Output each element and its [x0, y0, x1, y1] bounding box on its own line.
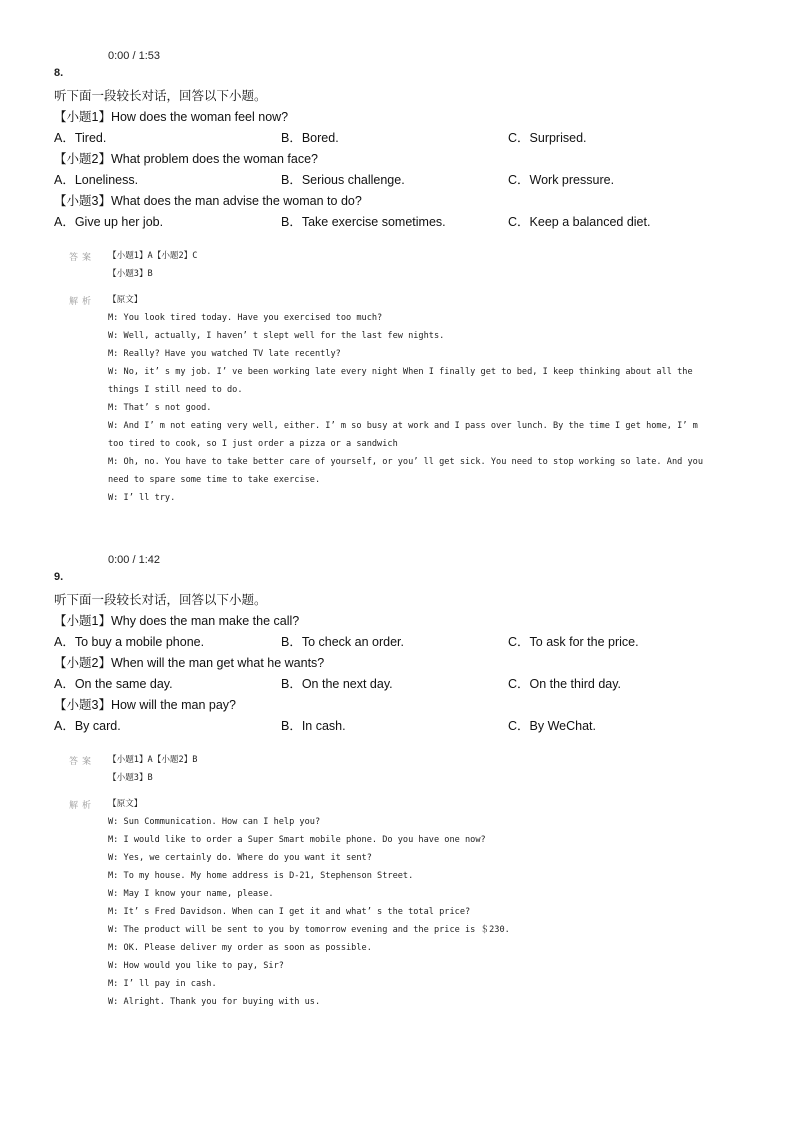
answer-block: [108, 247, 197, 283]
answer-line: 【小题3】B: [108, 269, 153, 279]
option-a: A．To buy a mobile phone.: [54, 635, 205, 649]
question-number: 9.: [54, 571, 64, 583]
option-a: A．Give up her job.: [54, 215, 164, 229]
answer-line: 【小题1】A【小题2】B: [108, 755, 198, 765]
transcript-line: W: Sun Communication. How can I help you?: [108, 817, 321, 827]
question-number: 8.: [54, 67, 64, 79]
transcript-line: M: That’ s not good.: [108, 403, 212, 413]
analysis-label: 解析: [69, 296, 96, 306]
answer-line: 【小题1】A【小题2】C: [108, 251, 198, 261]
option-b: B．In cash.: [281, 719, 346, 733]
transcript-line: W: How would you like to pay, Sir?: [108, 961, 284, 971]
audio-player-time[interactable]: 0:00 / 1:42: [108, 554, 160, 566]
transcript-line: M: To my house. My home address is D-21, Stephenson Street.: [108, 871, 414, 881]
transcript-line: M: I’ ll pay in cash.: [108, 979, 217, 989]
option-b: B．To check an order.: [281, 635, 404, 649]
option-c: C．Keep a balanced diet.: [508, 215, 651, 229]
sub-question-1: 【小题1】How does the woman feel now?: [54, 110, 289, 124]
transcript: [108, 291, 718, 507]
option-c: C．Surprised.: [508, 131, 587, 145]
transcript-line: M: I would like to order a Super Smart mobile phone. Do you have one now?: [108, 835, 486, 845]
transcript-line: M: Oh, no. You have to take better care of yourself, or you’ ll get sick. You need to stop working so late. And you need to spare some time to take exercise.: [108, 457, 703, 485]
transcript-line: W: Well, actually, I haven’ t slept well for the last few nights.: [108, 331, 445, 341]
answer-label: 答案: [69, 252, 96, 262]
analysis-label: 解析: [69, 800, 96, 810]
option-a: A．Loneliness.: [54, 173, 139, 187]
sub-question-1: 【小题1】Why does the man make the call?: [54, 614, 300, 628]
transcript-line: W: Yes, we certainly do. Where do you want it sent?: [108, 853, 372, 863]
sub-question-2: 【小题2】What problem does the woman face?: [54, 152, 319, 166]
audio-player-time[interactable]: 0:00 / 1:53: [108, 50, 160, 62]
transcript-header: 【原文】: [108, 799, 143, 809]
option-b: B．Serious challenge.: [281, 173, 405, 187]
option-c: C．To ask for the price.: [508, 635, 639, 649]
option-b: B．Bored.: [281, 131, 339, 145]
option-b: B．Take exercise sometimes.: [281, 215, 446, 229]
option-a: A．By card.: [54, 719, 121, 733]
transcript: [108, 795, 718, 1011]
sub-question-2: 【小题2】When will the man get what he wants?: [54, 656, 325, 670]
answer-label: 答案: [69, 756, 96, 766]
option-a: A．On the same day.: [54, 677, 173, 691]
option-c: C．On the third day.: [508, 677, 622, 691]
option-a: A．Tired.: [54, 131, 107, 145]
option-c: C．Work pressure.: [508, 173, 615, 187]
sub-question-3: 【小题3】How will the man pay?: [54, 698, 237, 712]
transcript-line: M: OK. Please deliver my order as soon as possible.: [108, 943, 372, 953]
sub-question-3: 【小题3】What does the man advise the woman to do?: [54, 194, 362, 208]
transcript-header: 【原文】: [108, 295, 143, 305]
instruction: 听下面一段较长对话，回答以下小题。: [54, 593, 267, 607]
transcript-line: W: The product will be sent to you by tomorrow evening and the price is ＄230.: [108, 925, 510, 935]
answer-block: [108, 751, 197, 787]
transcript-line: W: And I’ m not eating very well, either. I’ m so busy at work and I pass over lunch. By the time I get home, I’ m too tired to cook, so I just order a pizza or a sandwich: [108, 421, 698, 449]
transcript-line: M: It’ s Fred Davidson. When can I get it and what’ s the total price?: [108, 907, 471, 917]
transcript-line: M: Really? Have you watched TV late recently?: [108, 349, 341, 359]
transcript-line: W: Alright. Thank you for buying with us.: [108, 997, 321, 1007]
answer-line: 【小题3】B: [108, 773, 153, 783]
option-c: C．By WeChat.: [508, 719, 596, 733]
transcript-line: W: No, it’ s my job. I’ ve been working late every night When I finally get to bed, I keep thinking about all the things I still need to do.: [108, 367, 693, 395]
transcript-line: M: You look tired today. Have you exercised too much?: [108, 313, 383, 323]
transcript-line: W: I’ ll try.: [108, 493, 176, 503]
option-b: B．On the next day.: [281, 677, 393, 691]
instruction: 听下面一段较长对话，回答以下小题。: [54, 89, 267, 103]
transcript-line: W: May I know your name, please.: [108, 889, 274, 899]
